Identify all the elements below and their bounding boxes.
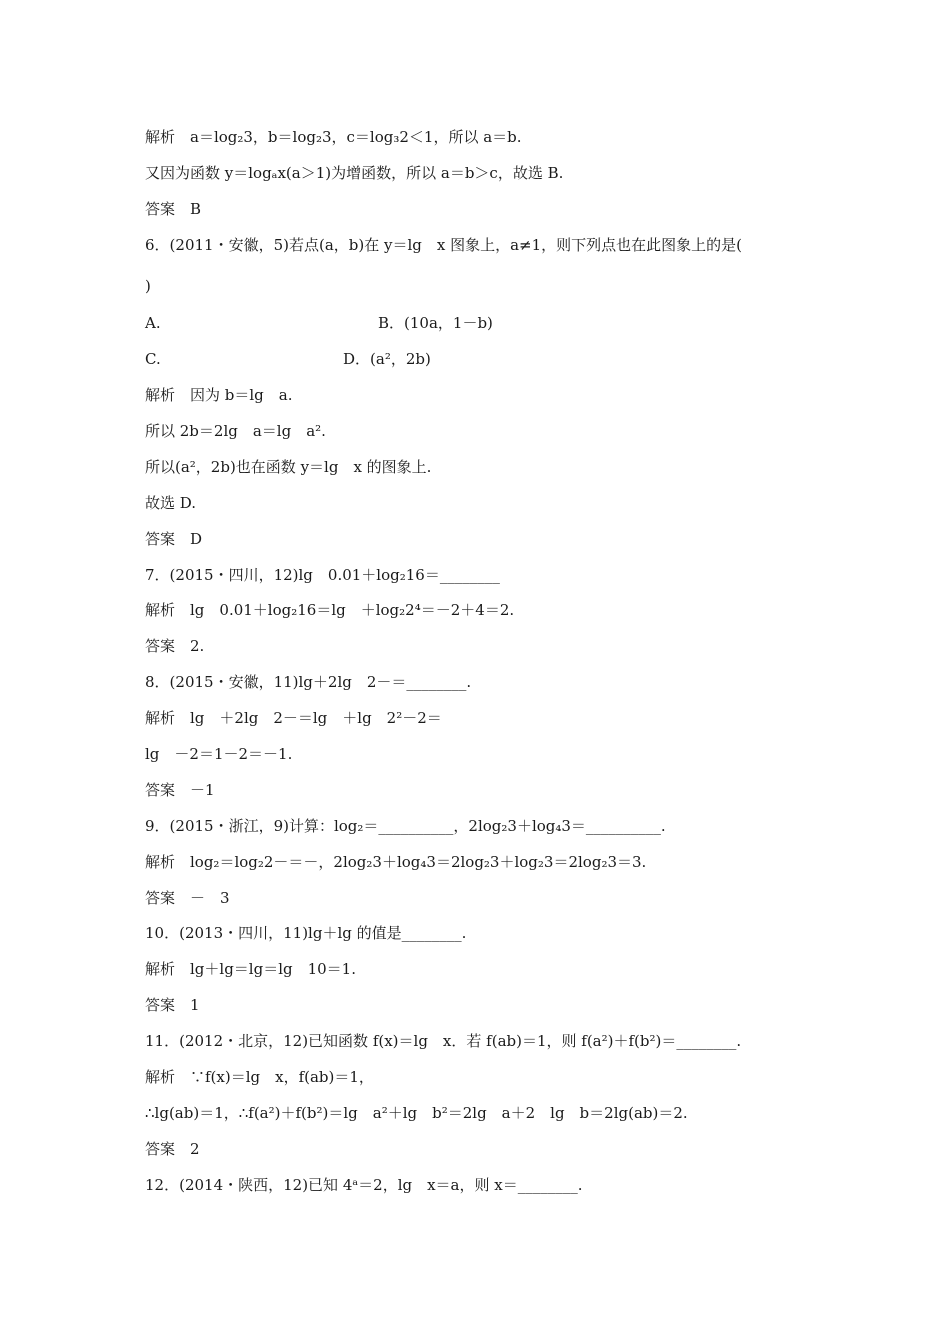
option-c: C. <box>145 350 161 368</box>
solution-line: 所以 2b＝2lg a＝lg a². <box>145 422 326 440</box>
question-10: 10．(2013・四川，11)lg＋lg 的值是________. <box>145 924 467 942</box>
solution-line: lg －2＝1－2＝－1. <box>145 745 293 763</box>
solution-line: 解析 ∵f(x)＝lg x，f(ab)＝1， <box>145 1068 374 1086</box>
solution-line: 解析 lg 0.01＋log₂16＝lg ＋log₂2⁴＝－2＋4＝2. <box>145 601 515 619</box>
solution-line: 解析 a＝log₂3，b＝log₂3，c＝log₃2＜1，所以 a＝b. <box>145 128 522 146</box>
solution-line: 又因为函数 y＝logₐx(a＞1)为增函数，所以 a＝b＞c，故选 B. <box>145 164 564 182</box>
question-7: 7．(2015・四川，12)lg 0.01＋log₂16＝________ <box>145 566 500 584</box>
answer-line: 答案 2 <box>145 1140 200 1158</box>
answer-line: 答案 1 <box>145 996 200 1014</box>
solution-line: 解析 lg ＋2lg 2－＝lg ＋lg 2²－2＝ <box>145 709 442 727</box>
question-11: 11．(2012・北京，12)已知函数 f(x)＝lg x．若 f(ab)＝1，则 f(a²)＋f(b²)＝________. <box>145 1032 742 1050</box>
answer-line: 答案 2. <box>145 637 205 655</box>
question-8: 8．(2015・安徽，11)lg＋2lg 2－＝________. <box>145 673 472 691</box>
question-9: 9．(2015・浙江，9)计算：log₂＝__________，2log₂3＋log₄3＝__________. <box>145 817 666 835</box>
answer-line: 答案 D <box>145 530 203 548</box>
answer-line: 答案 － 3 <box>145 889 230 907</box>
solution-line: 解析 因为 b＝lg a. <box>145 386 293 404</box>
answer-line: 答案 B <box>145 200 202 218</box>
solution-line: 所以(a²，2b)也在函数 y＝lg x 的图象上. <box>145 458 432 476</box>
option-b: B．(10a，1－b) <box>378 314 493 332</box>
solution-line: 解析 lg＋lg＝lg＝lg 10＝1. <box>145 960 356 978</box>
question-6: 6．(2011・安徽，5)若点(a，b)在 y＝lg x 图象上，a≠1，则下列点也在此图象上的是( <box>145 236 742 254</box>
question-12: 12．(2014・陕西，12)已知 4ᵃ＝2，lg x＝a，则 x＝________. <box>145 1176 583 1194</box>
answer-line: 答案 －1 <box>145 781 215 799</box>
solution-line: ∴lg(ab)＝1，∴f(a²)＋f(b²)＝lg a²＋lg b²＝2lg a＋2 lg b＝2lg(ab)＝2. <box>145 1104 688 1122</box>
solution-line: 解析 log₂＝log₂2－＝－，2log₂3＋log₄3＝2log₂3＋log₂3＝2log₂3＝3. <box>145 853 647 871</box>
question-6-close: ) <box>145 277 151 295</box>
solution-line: 故选 D. <box>145 494 197 512</box>
option-a: A. <box>145 314 161 332</box>
option-d: D．(a²，2b) <box>343 350 431 368</box>
